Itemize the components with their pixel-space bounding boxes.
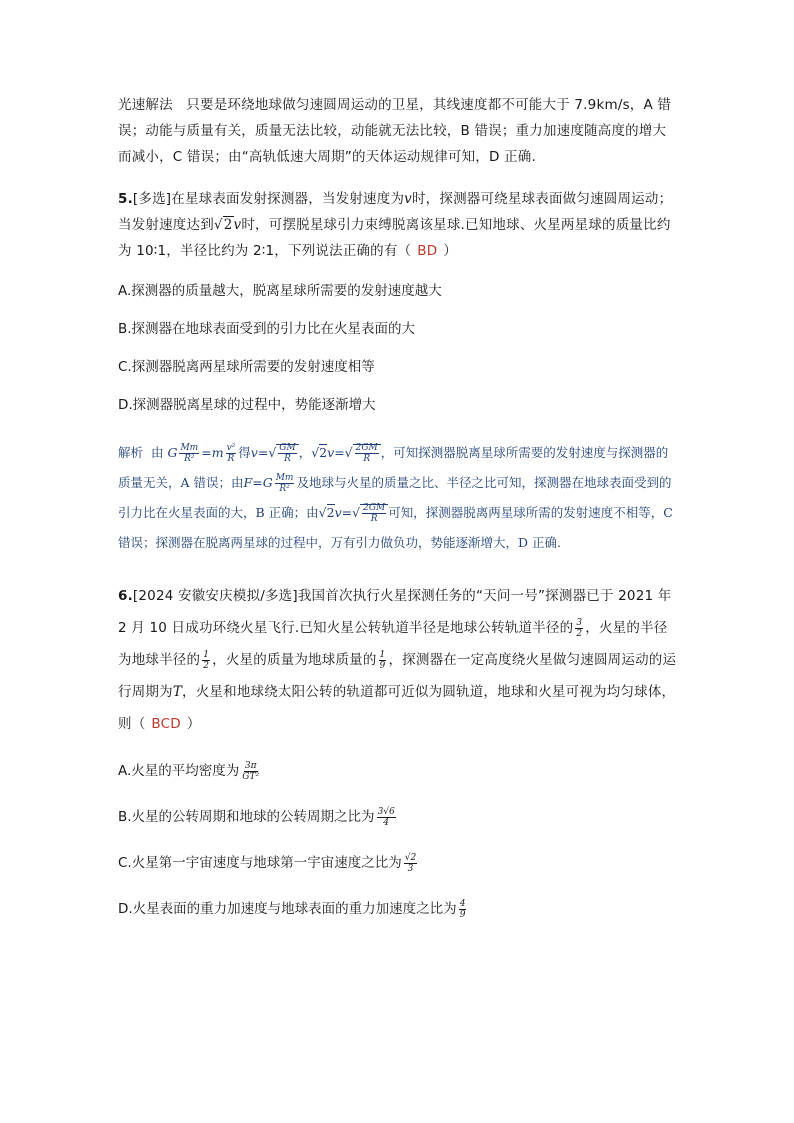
question-5-var-v: v: [404, 191, 412, 207]
formula-v2-over-r: $\frac{\text{v²}}{R}$: [226, 443, 236, 464]
question-5-option-c: C.探测器脱离两星球所需要的发射速度相等: [118, 359, 375, 375]
question-6-option-d: [118, 898, 678, 920]
question-5-stem: [118, 186, 678, 264]
question-6-number: 6.: [118, 588, 133, 604]
formula-2gm-over-r: $\frac{2GM}{R}$: [355, 443, 378, 464]
question-6-text-d: ，探测器在一定高度绕火星做匀速圆周运动的运行周期为: [118, 652, 677, 700]
formula-gm-over-r: $\frac{GM}{R}$: [279, 443, 296, 464]
question-6-close: ）: [186, 716, 201, 732]
question-6-text-e: ，火星和地球绕太阳公转的轨道都可近似为圆轨道，地球和火星可视为均匀球体，则（: [118, 684, 676, 732]
fraction-1-2: $\frac{1}{2}$: [203, 649, 210, 671]
question-6-var-t: T: [172, 684, 183, 700]
option-c-fraction: $\frac{√2}{3}$: [404, 852, 417, 874]
option-d-text: D.火星表面的重力加速度与地球表面的重力加速度之比为: [118, 901, 457, 917]
solution-text-5: 可知，探测器脱离两星球所需的发射速度不相等，C 错误；探测器在脱离两星球的过程中，万有引力做负功，势能逐渐增大，D 正确.: [118, 505, 673, 550]
question-5-close: ）: [443, 243, 458, 259]
formula-mm-over-r2: $\frac{Mm}{\text{R²}}$: [180, 443, 199, 464]
solution-text-3: ，可知探测器脱离星球所需要的发射速度与探测器的质量无关，A 错误；由: [118, 445, 669, 490]
question-6-option-c: [118, 852, 678, 874]
option-b-text: B.火星的公转周期和地球的公转周期之比为: [118, 809, 375, 825]
question-5-option-b: B.探测器在地球表面受到的引力比在火星表面的大: [118, 321, 416, 337]
question-6-text-a: [2024 安徽安庆模拟/多选]我国首次执行火星探测任务的“天问一号”探测器已于 2021 年 2 月 10 日成功环绕火星飞行.已知火星公转轨道半径是地球公转轨道半径的: [118, 588, 672, 636]
solution-label: 解析: [118, 445, 144, 460]
solution-text-1: 由: [150, 445, 164, 460]
option-a-text: A.火星的平均密度为: [118, 763, 240, 779]
fraction-1-9: $\frac{1}{9}$: [379, 649, 386, 671]
formula-f-mm-over-r2: $\frac{Mm}{\text{R²}}$: [275, 473, 294, 494]
question-6-text-b: ，火星的半径为地球半径的: [118, 620, 668, 668]
intro-text: 只要是环绕地球做匀速圆周运动的卫星，其线速度都不可能大于 7.9km/s，A 错误；动能与质量有关，质量无法比较，动能就无法比较，B 错误；重力加速度随高度的增大而减小，C 错误；由“高轨低速大周期”的天体运动规律可知，D 正确.: [118, 97, 672, 165]
question-5-text-b: 时，探测器可绕星球表面做匀速圆周运动；当发射速度达到: [118, 191, 673, 233]
solution-text-4: 及地球与火星的质量之比、半径之比可知，探测器在地球表面受到的引力比在火星表面的大，B 正确；由: [118, 475, 672, 520]
question-6-option-a: [118, 760, 678, 782]
document-page: [118, 92, 678, 920]
sqrt2v-expr: √2v: [213, 217, 242, 233]
question-5-option-a: A.探测器的质量越大，脱离星球所需要的发射速度越大: [118, 283, 442, 299]
question-6-option-b: [118, 806, 678, 828]
question-5-answer: BD: [417, 243, 438, 259]
question-5-option-d: D.探测器脱离星球的过程中，势能逐渐增大: [118, 397, 376, 413]
intro-label: 光速解法: [118, 97, 173, 113]
option-c-text: C.火星第一宇宙速度与地球第一宇宙速度之比为: [118, 855, 402, 871]
question-5-solution: 解析 由 G $\frac{Mm}{\text{R²}}$ =m $\frac{\text{v²}}{R}$ 得v=√ $\frac{GM}{R}$ ，√2v=√ $\frac{2GM}{R}$ ，可知探测器脱离星球所需要的发射速度与探测器的质量无关，A 错误；由F=G $\frac{Mm}{\text{R²}}$ 及地球与火星的质量之比、半径之比可知，探测器在地球表面受到的引力比在火星表面的大，B 正确；由√2v=√ $\frac{2GM}{R}$ 可知，探测器脱离两星球所需的发射速度不相等，C 错误；探测器在脱离两星球的过程中，万有引力做负功，势能逐渐增大，D 正确.: [118, 443, 673, 550]
fraction-3-2: $\frac{3}{2}$: [576, 617, 583, 639]
question-6-text-c: ，火星的质量为地球质量的: [212, 652, 377, 668]
formula-2gm-over-r-b: $\frac{2GM}{R}$: [363, 503, 386, 524]
question-5-number: 5.: [118, 191, 133, 207]
question-5-text-c: 时，可摆脱星球引力束缚脱离该星球.已知地球、火星两星球的质量比约为 10∶1，半径比约为 2∶1，下列说法正确的有（: [118, 217, 671, 259]
question-5-text-a: [多选]在星球表面发射探测器，当发射速度为: [132, 191, 405, 207]
question-6-stem: [118, 580, 678, 740]
option-d-fraction: $\frac{4}{9}$: [459, 898, 466, 920]
intro-paragraph: [118, 92, 678, 170]
question-6-answer: BCD: [151, 716, 181, 732]
solution-text-2: 得: [238, 445, 251, 460]
option-b-fraction: $\frac{3√6}{4}$: [377, 806, 395, 828]
option-a-fraction: $\frac{3\pi}{\text{GT²}}$: [242, 760, 260, 782]
